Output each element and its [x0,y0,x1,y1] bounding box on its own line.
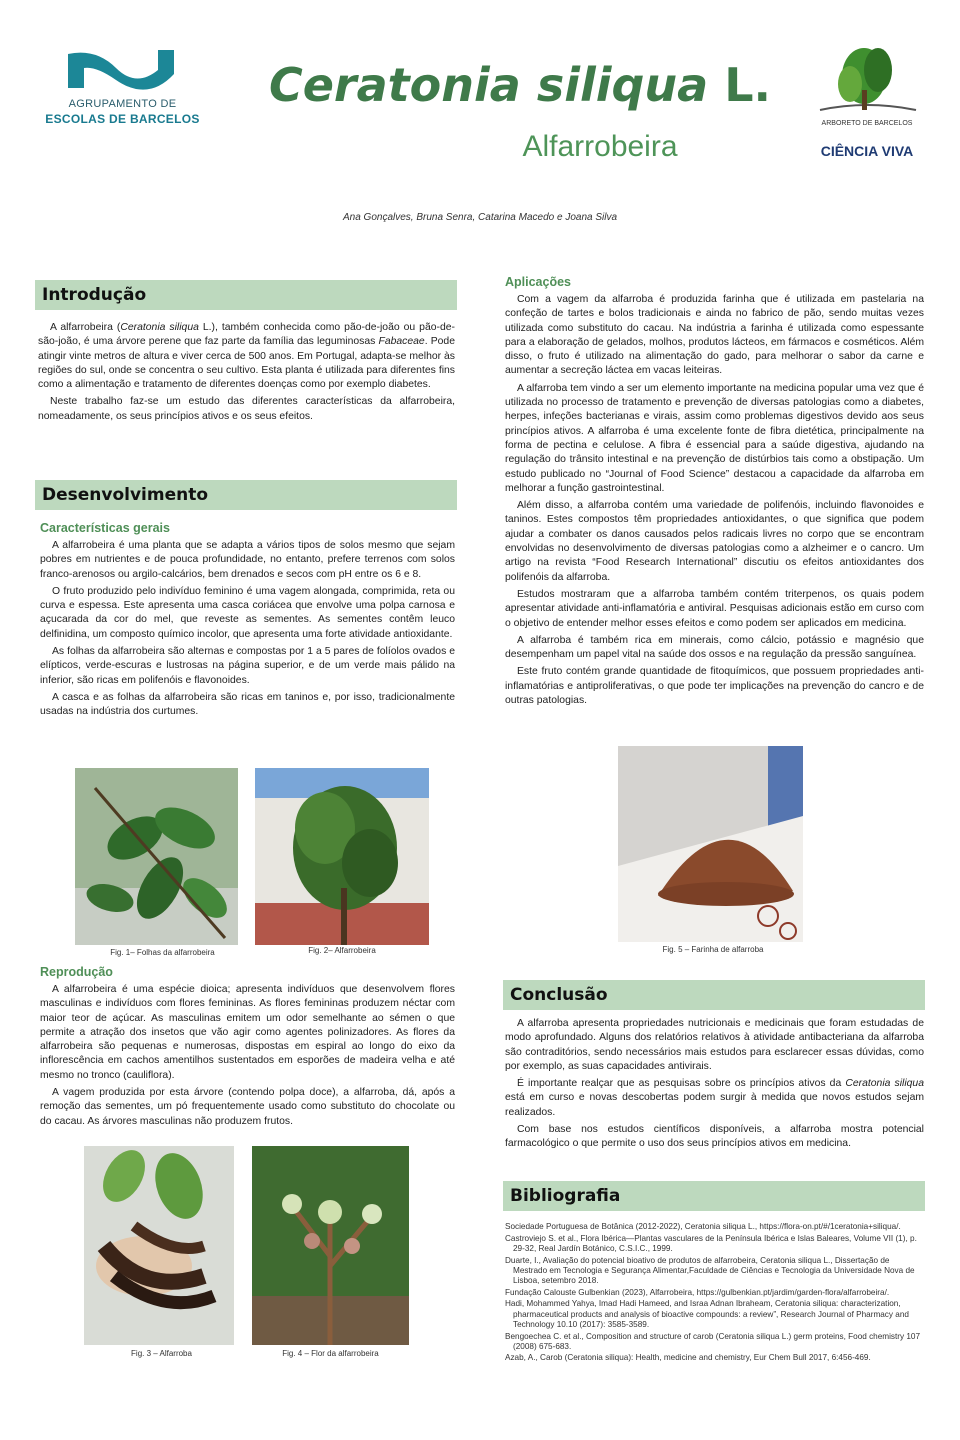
fig2-caption: Fig. 2– Alfarrobeira [308,946,376,955]
fig3-caption: Fig. 3 – Alfarroba [131,1349,192,1358]
poster-subtitle: Alfarrobeira [522,130,678,163]
fig2-tree-photo [255,768,429,945]
wave-logo-icon [40,44,205,96]
conclusao-heading: Conclusão [503,980,925,1010]
school-logo [40,44,205,134]
fig1-leaves-photo [75,768,238,945]
org-name-line1: AGRUPAMENTO DE [68,98,177,110]
fig4-flower-photo [252,1146,409,1345]
fig5-flour-photo [618,746,803,942]
bib-item: Duarte, I., Avaliação do potencial bioativo de produtos de alfarrobeira, Ceratonia siliqua L., Dissertação de Mestrado em Tecnologia e Segurança Alimentar,Faculdade de Ciências e Tecnologia da Universidade Nova de Lisboa, setembro 2018. [505,1255,915,1286]
bib-item: Sociedade Portuguesa de Botânica (2012-2022), Ceratonia siliqua L., https://flora-on.pt/#/1ceratonia+siliqua/. [505,1222,901,1231]
fig1-caption: Fig. 1– Folhas da alfarrobeira [110,948,215,957]
ciencia-viva-label: CIÊNCIA VIVA [820,143,914,159]
tree-logo-icon [812,40,922,118]
bib-item: Fundação Calouste Gulbenkian (2023), Alfarrobeira, https://gulbenkian.pt/jardim/garden-flora/alfarrobeira/. [505,1287,890,1297]
bib-item: Azab, A., Carob (Ceratonia siliqua): Health, medicine and chemistry, Eur Chem Bull 2017, 6:456-469. [505,1353,871,1363]
fig5-caption: Fig. 5 – Farinha de alfarroba [662,945,764,954]
authors: Ana Gonçalves, Bruna Senra, Catarina Macedo e Joana Silva [342,212,618,223]
bib-item: Castroviejo S. et al., Flora Ibérica—Plantas vasculares de la Península Ibérica e Islas Baleares, Volume VII (1), p. 29-32, Real Jardín Botánico, C.S.I.C., 1999. [505,1233,917,1253]
intro-heading: Introdução [35,280,457,310]
reproducao-text: A alfarrobeira é uma espécie dioica; apresenta indivíduos que desenvolvem flores masculinas e indivíduos com flores femininas. As flores femininas produzem néctar com maior teor de açúcar. As masculinas emitem um odor semelhante ao sémen o que permite a atração dos insetos que vão agir como agentes polinizadores. As flores da alfarrobeira são pequenas e numerosas, dispostas em espiral ao longo do eixo da inflorescência em cachos amentilhos sustentados em esporões de madeira velha e até mesmo no tronco (cauliflora). A vagem produzida por esta árvore (contendo polpa doce), a alfarroba, dá, após a remoção das sementes, um pó frequentemente usado como substituto do chocolate ou do cacau. As árvores masculinas não produzem frutos. [40,984,455,1127]
bibliografia-list [505,1222,925,1365]
fig3-carob-photo [84,1146,234,1345]
org-name-line2: ESCOLAS DE BARCELOS [45,112,200,126]
aplicacoes-text: Com a vagem da alfarroba é produzida farinha que é utilizada em pastelaria na confeção de tartes e bolos tradicionais e ainda no fabrico de pão, sendo muitas vezes utilizada como substituto do cacau. Na indústria a farinha é utilizada como espessante para a elaboração de gelados, molhos, produtos lácteos, em fármacos e cosméticos. Além disso, o fruto é utilizado na alimentação do gado, para melhorar o sabor da carne e aumentar a secreção láctea em vacas leiteiras. A alfarroba tem vindo a ser um elemento importante na medicina popular uma vez que é utilizada no processo de tratamento e prevenção de diversas patologias como a diabetes, herpes, infeções bacterianas e virais, assim como problemas digestivos devido aos seus princípios ativos. A alfarroba é uma excelente fonte de fibra dietética, principalmente na forma de pectina e celulose. A fibra é essencial para a saúde digestiva, ajudando na regulação do trânsito intestinal e na prevenção de distúrbios tais como a obstipação. Um estudo publicado no “Journal of Food Science” destacou a capacidade da alfarroba em melhorar a função gastrointestinal. Além disso, a alfarroba contém uma variedade de polifenóis, incluindo flavonoides e taninos. Estes compostos têm propriedades antioxidantes, o que significa que podem ajudar a combater os danos causados pelos radicais livres no corpo que se encontram envolvidas no desenvolvimento de diversas patologias como a alzheimer e o cancro. Um artigo na revista “Food Research International” discutiu os efeitos antioxidantes dos polifenóis da alfarroba. Estudos mostraram que a alfarroba também contém triterpenos, os quais podem apresentar atividade anti-inflamatória e antiviral. Pesquisas adicionais estão em curso com o objetivo de entender melhor esses efeitos e como podem ser aplicados em medicina. A alfarroba é também rica em minerais, como cálcio, potássio e magnésio que desempenham um papel vital na saúde dos ossos e na regulação da pressão sanguínea. Este fruto contém grande quantidade de fitoquímicos, que possuem propriedades anti-inflamatórias e antiproliferativas, o que pode ter implicações na prevenção do cancro e de outras patologias. [505,294,924,707]
bib-item: Bengoechea C. et al., Composition and structure of carob (Ceratonia siliqua L.) germ proteins, Food chemistry 107 (2008) 675-683. [505,1331,921,1351]
poster-title: Ceratonia siliqua L. [268,58,772,112]
fig4-caption: Fig. 4 – Flor da alfarrobeira [282,1349,379,1358]
bibliografia-heading: Bibliografia [503,1181,925,1211]
arboreto-label: ARBORETO DE BARCELOS [821,120,913,127]
reproducao-heading: Reprodução [40,965,113,979]
caracteristicas-heading: Características gerais [40,521,170,535]
intro-text: A alfarrobeira (Ceratonia siliqua L.), também conhecida como pão-de-joão ou pão-de-são-joão, é uma árvore perene que faz parte da família das leguminosas Fabaceae. Pode atingir vinte metros de altura e viver cerca de 500 anos. Em Portugal, adapta-se melhor às regiões do sul, onde se concentra o seu cultivo. Esta planta é utilizada para diferentes fins como a alimentação e tratamento de diferentes doenças como por exemplo diabetes. Neste trabalho faz-se um estudo das diferentes características da alfarrobeira, nomeadamente, os seus princípios ativos e os seus efeitos. [38,322,456,422]
desenvolvimento-heading: Desenvolvimento [35,480,457,510]
aplicacoes-heading: Aplicações [505,275,572,289]
caracteristicas-text: A alfarrobeira é uma planta que se adapta a vários tipos de solos mesmo que sejam pobres em nutrientes e de pouca profundidade, no entanto, prefere terrenos com solos franco-arenosos ou argilo-calcários, bem drenados e secos com pH entre os 6 e 8. O fruto produzido pelo indivíduo feminino é uma vagem alongada, comprimida, reta ou curva e espessa. Este apresenta uma casca coriácea que envolve uma polpa carnosa e açucarada da cor do mel, que reveste as sementes. As sementes contêm leuco delfinidina, um composto químico incolor, que apresenta uma forte atividade antioxidante. As folhas da alfarrobeira são alternas e compostas por 1 a 5 pares de folíolos ovados e elípticos, verde-escuras e lustrosas na página superior, e de um verde mais pálido na inferior, são ricas em polifenóis e flavonoides. A casca e as folhas da alfarrobeira são ricas em taninos e, por isso, tradicionalmente usadas na indústria dos curtumes. [40,540,455,718]
arboreto-logo [812,40,922,170]
bib-item: Hadi, Mohammed Yahya, Imad Hadi Hameed, and Israa Adnan Ibraheam, Ceratonia siliqua: characterization, pharmaceutical products and analysis of bioactive compounds: a review”, Research Journal of Pharmacy and Technology 10.10 (2017): 3585-3589. [505,1299,909,1329]
conclusao-text: A alfarroba apresenta propriedades nutricionais e medicinais que foram estudadas de modo aprofundado. Alguns dos relatórios relativos à atividade antibacteriana da alfarroba são contraditórios, sendo necessários mais estudos para esclarecer essas dúvidas, como por exemplo, as suas capacidades antivirais. É importante realçar que as pesquisas sobre os princípios ativos da Ceratonia siliqua está em curso e novas descobertas podem surgir à medida que novos estudos sejam realizados. Com base nos estudos científicos disponíveis, a alfarroba mostra potencial farmacológico o que permite o uso dos seus princípios ativos em medicina. [505,1018,924,1150]
